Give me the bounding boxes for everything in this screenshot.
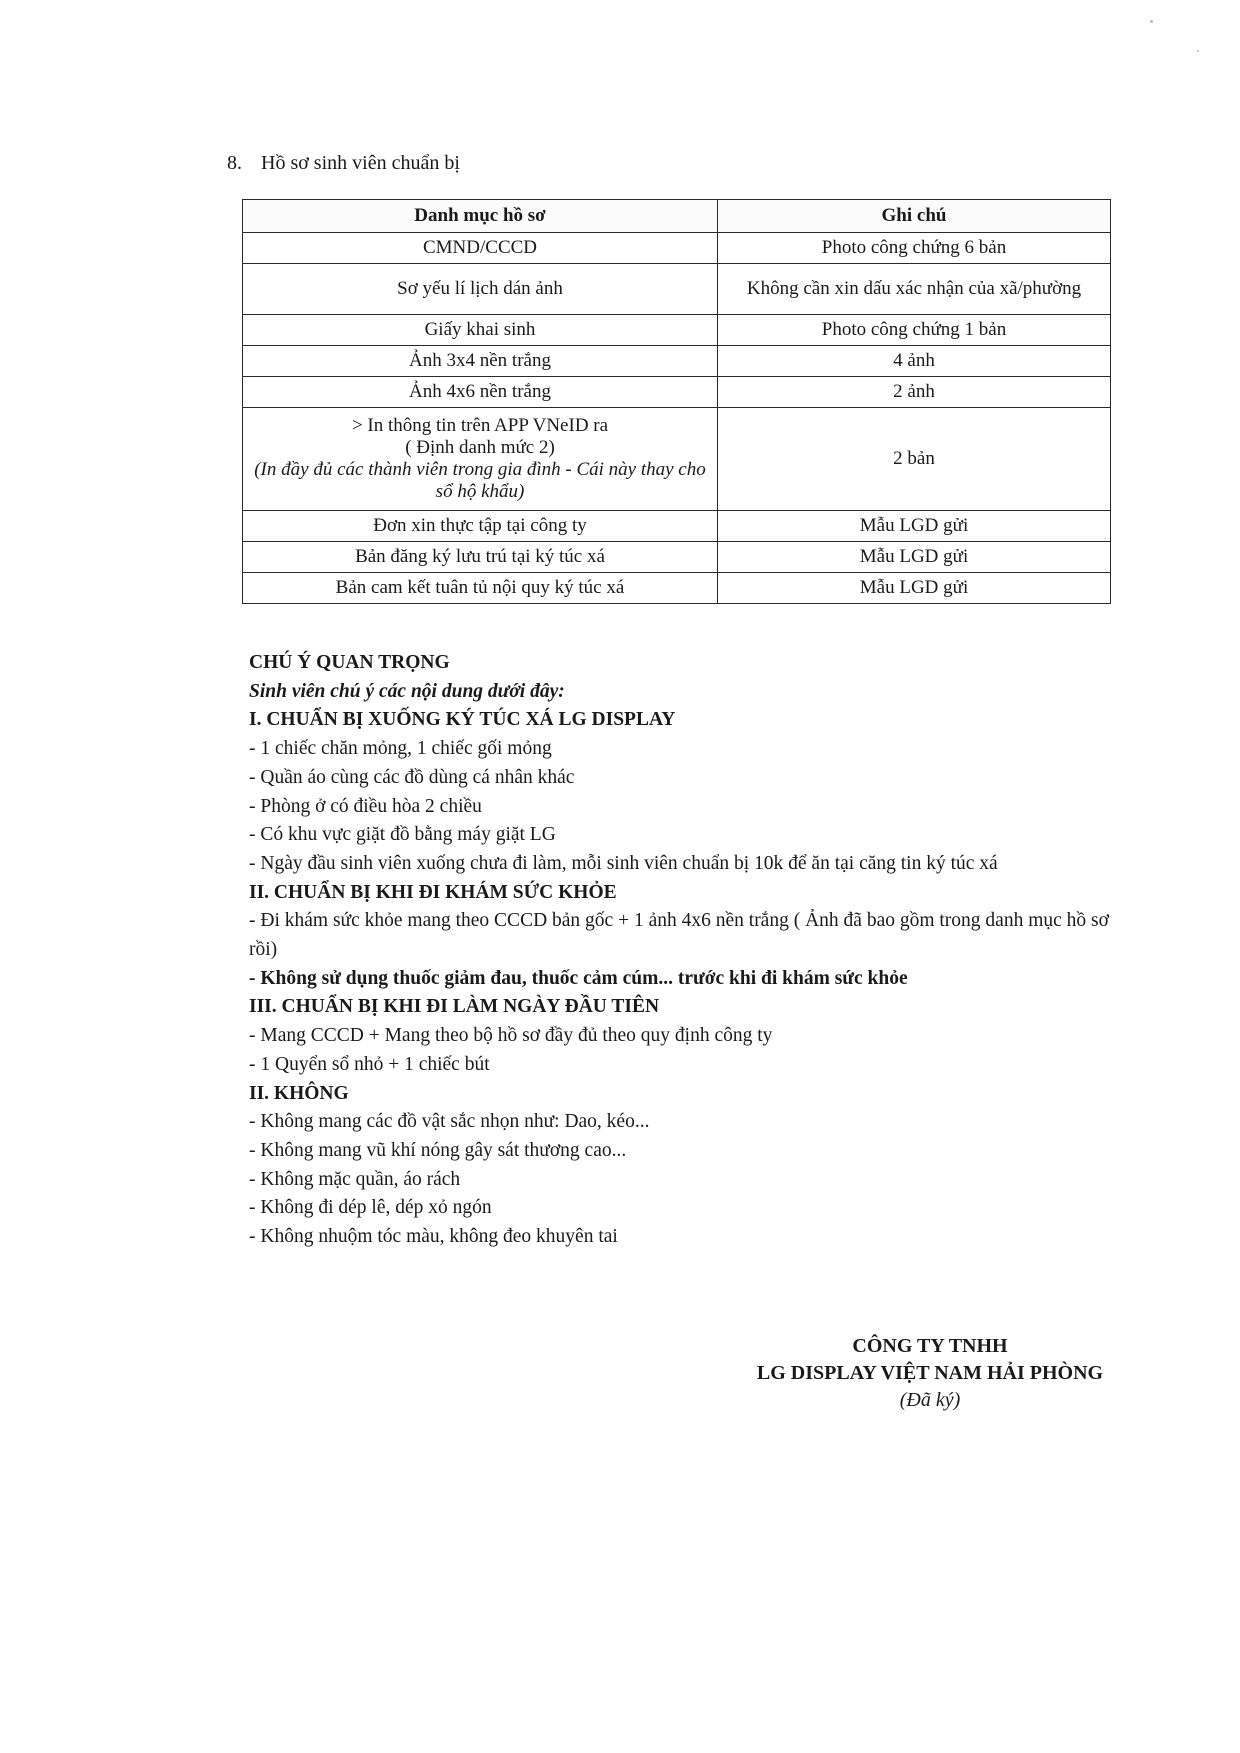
table-row	[243, 408, 1111, 511]
note-cell: 2 ảnh	[718, 377, 1111, 408]
list-item-bold: - Không sử dụng thuốc giảm đau, thuốc cảm cúm... trước khi đi khám sức khỏe	[249, 967, 908, 989]
list-item: - Không nhuộm tóc màu, không đeo khuyên tai	[249, 1226, 618, 1248]
list-item: - Mang CCCD + Mang theo bộ hồ sơ đầy đủ theo quy định công ty	[249, 1025, 773, 1047]
note-cell: Mẫu LGD gửi	[718, 511, 1111, 542]
item-cell: Giấy khai sinh	[243, 315, 718, 346]
notes-heading: CHÚ Ý QUAN TRỌNG	[249, 652, 450, 673]
notes-section-title: II. KHÔNG	[249, 1082, 349, 1104]
section-number: 8.	[227, 152, 242, 174]
item-cell	[243, 408, 718, 511]
item-cell: Ảnh 4x6 nền trắng	[243, 377, 718, 408]
item-line: > In thông tin trên APP VNeID ra	[351, 415, 609, 436]
item-line: ( Định danh mức 2)	[405, 437, 555, 458]
table-row	[243, 264, 1111, 315]
company-name-line1: CÔNG TY TNHH	[852, 1335, 1008, 1357]
table-row	[243, 377, 1111, 408]
list-item: - Ngày đầu sinh viên xuống chưa đi làm, mỗi sinh viên chuẩn bị 10k để ăn tại căng tin ký túc xá	[249, 852, 998, 874]
item-cell: CMND/CCCD	[243, 233, 718, 264]
table-row	[243, 315, 1111, 346]
scan-speck	[1150, 20, 1153, 23]
scan-speck	[1197, 50, 1199, 52]
item-cell: Bản đăng ký lưu trú tại ký túc xá	[243, 542, 718, 573]
header-document-list: Danh mục hồ sơ	[243, 200, 718, 233]
company-name-line2: LG DISPLAY VIỆT NAM HẢI PHÒNG	[756, 1362, 1104, 1384]
notes-section-title: II. CHUẨN BỊ KHI ĐI KHÁM SỨC KHỎE	[249, 881, 617, 903]
table-row	[243, 346, 1111, 377]
notes-subheading: Sinh viên chú ý các nội dung dưới đây:	[249, 680, 565, 702]
item-cell: Đơn xin thực tập tại công ty	[243, 511, 718, 542]
table-row	[243, 233, 1111, 264]
notes-section-title: I. CHUẨN BỊ XUỐNG KÝ TÚC XÁ LG DISPLAY	[249, 709, 676, 731]
signature-block	[700, 1333, 1160, 1414]
item-italic-note: (In đầy đủ các thành viên trong gia đình - Cái này thay cho sổ hộ khẩu)	[254, 459, 706, 502]
documents-table	[242, 199, 1111, 604]
item-cell: Ảnh 3x4 nền trắng	[243, 346, 718, 377]
list-item: - Có khu vực giặt đồ bằng máy giặt LG	[249, 824, 556, 846]
notes-section-title: III. CHUẨN BỊ KHI ĐI LÀM NGÀY ĐẦU TIÊN	[249, 996, 660, 1018]
table-row	[243, 511, 1111, 542]
header-notes: Ghi chú	[718, 200, 1111, 233]
section-title-text: Hồ sơ sinh viên chuẩn bị	[261, 152, 460, 174]
note-cell: 2 bản	[718, 408, 1111, 511]
note-cell: Không cần xin dấu xác nhận của xã/phường	[718, 264, 1111, 315]
note-cell: Mẫu LGD gửi	[718, 573, 1111, 604]
signed-note: (Đã ký)	[899, 1389, 961, 1411]
note-cell: Photo công chứng 6 bản	[718, 233, 1111, 264]
item-cell: Bản cam kết tuân tủ nội quy ký túc xá	[243, 573, 718, 604]
list-item: - Đi khám sức khỏe mang theo CCCD bản gốc + 1 ảnh 4x6 nền trắng ( Ảnh đã bao gồm trong danh mục hồ sơ rồi)	[249, 910, 1109, 961]
list-item: - Không mang vũ khí nóng gây sát thương cao...	[249, 1139, 627, 1161]
table-row	[243, 542, 1111, 573]
list-item: - Không đi dép lê, dép xỏ ngón	[249, 1197, 492, 1219]
table-row	[243, 573, 1111, 604]
item-cell: Sơ yếu lí lịch dán ảnh	[243, 264, 718, 315]
important-notes	[249, 649, 1149, 1252]
section-heading	[227, 150, 460, 176]
note-cell: Mẫu LGD gửi	[718, 542, 1111, 573]
table-header-row	[243, 200, 1111, 233]
list-item: - Phòng ở có điều hòa 2 chiều	[249, 795, 482, 817]
list-item: - Không mặc quần, áo rách	[249, 1168, 461, 1190]
note-cell: Photo công chứng 1 bản	[718, 315, 1111, 346]
note-cell: 4 ảnh	[718, 346, 1111, 377]
list-item: - Không mang các đồ vật sắc nhọn như: Dao, kéo...	[249, 1111, 650, 1133]
list-item: - 1 chiếc chăn mỏng, 1 chiếc gối mỏng	[249, 738, 552, 760]
list-item: - 1 Quyển sổ nhỏ + 1 chiếc bút	[249, 1053, 490, 1075]
list-item: - Quần áo cùng các đồ dùng cá nhân khác	[249, 766, 575, 788]
